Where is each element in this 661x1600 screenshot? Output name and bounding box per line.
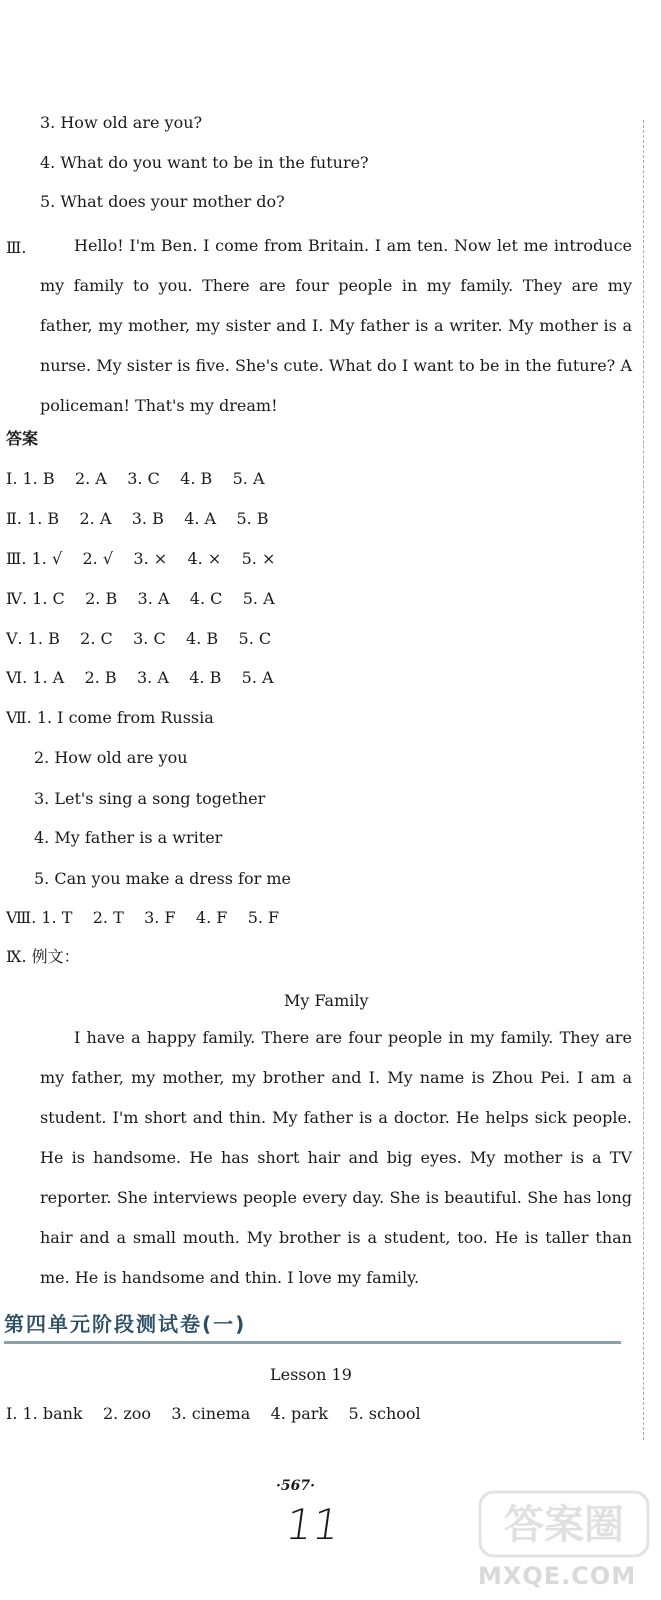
answer-row-5: Ⅴ. 1. B 2. C 3. C 4. B 5. C [6,629,272,648]
question-3: 3. How old are you? [40,113,203,132]
answer-row-7-3: 3. Let's sing a song together [34,789,266,808]
question-4: 4. What do you want to be in the future? [40,153,369,172]
passage-marker: Ⅲ. [6,238,27,257]
unit-title-rule [4,1341,621,1344]
answer-row-3: Ⅲ. 1. √ 2. √ 3. × 4. × 5. × [6,549,276,568]
essay-title: My Family [284,991,369,1010]
answer-row-2: Ⅱ. 1. B 2. A 3. B 4. A 5. B [6,509,269,528]
answer-row-7-2: 2. How old are you [34,748,188,767]
answer-row-7-5: 5. Can you make a dress for me [34,869,291,888]
answer-row-6: Ⅵ. 1. A 2. B 3. A 4. B 5. A [6,668,274,687]
binding-dashed-line [643,120,644,1440]
watermark-logo [478,1488,650,1560]
unit-title: 第四单元阶段测试卷(一) [4,1312,247,1336]
answer-row-1: Ⅰ. 1. B 2. A 3. C 4. B 5. A [6,469,265,488]
lesson-title: Lesson 19 [270,1365,352,1384]
answer-row-9: Ⅸ. 例文： [6,947,80,966]
page-number-ornament: ·567· [276,1478,315,1494]
passage-text: Hello! I'm Ben. I come from Britain. I am ten. Now let me introduce my family to you. There are four people in my family. They are my father, my mother, my sister and I. My father is a writer. My mother is a nurse. My sister is five. She's cute. What do I want to be in the future? A policeman! That's my dream! [40,236,632,415]
answer-row-4: Ⅳ. 1. C 2. B 3. A 4. C 5. A [6,589,275,608]
answer-row-7-4: 4. My father is a writer [34,828,223,847]
watermark-logo-text: 答案圈 [504,1502,624,1548]
answer-row-8: Ⅷ. 1. T 2. T 3. F 4. F 5. F [6,908,280,927]
watermark-site: MXQE.COM [478,1562,637,1590]
answer-row-7: Ⅶ. 1. I come from Russia [6,708,214,727]
answers-heading: 答案 [6,429,39,448]
essay-text: I have a happy family. There are four people in my family. They are my father, my mother, my brother and I. My name is Zhou Pei. I am a student. I'm short and thin. My father is a doctor. He helps sick people. He is handsome. He has short hair and big eyes. My mother is a TV reporter. She interviews people every day. She is beautiful. She has long hair and a small mouth. My brother is a student, too. He is taller than me. He is handsome and thin. I love my family. [40,1028,632,1287]
handwritten-page-number: 11 [282,1500,343,1549]
lesson-answer-row: Ⅰ. 1. bank 2. zoo 3. cinema 4. park 5. school [6,1404,421,1423]
question-5: 5. What does your mother do? [40,192,285,211]
